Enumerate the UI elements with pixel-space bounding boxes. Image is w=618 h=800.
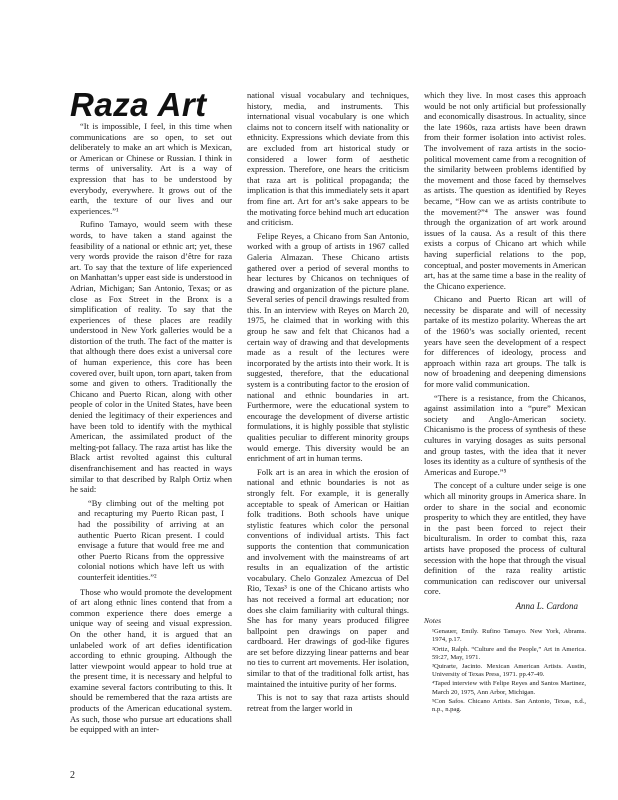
- notes-heading: Notes: [424, 615, 442, 625]
- paragraph: Folk art is an area in which the erosion of national and ethnic boundaries is not as strongly felt. For example, it is generally acceptable to speak of American or Haitian folk traditions. Both schools have unique stylistic features which color the personal conventions of individual artists. This fact supports the contention that communication and involvement with the mainstreams of art results in an equalization of the artistic vocabulary. Chelo Gonzalez Amezcua of Del Rio, Texas³ is one of the Chicano artists who has not received a formal art education; nor does she claim familiarity with cultural things. She has for many years produced filigree ballpoint pen drawings on paper and cardboard. Her drawings of god-like figures are set before dizzying linear patterns and bear no ties to current art movements. Her isolation, similar to that of the traditional folk artist, has maintained the intuitive purity of her forms.: [247, 466, 409, 689]
- footnote: ⁴Taped interview with Felipe Reyes and Santos Martinez, March 20, 1975, Ann Arbor, Michigan.: [432, 680, 586, 696]
- footnote: ⁵Con Safos. Chicano Artists. San Antonio, Texas, n.d., n.p., n.pag.: [432, 697, 586, 713]
- column-3: [424, 90, 586, 715]
- paragraph: national visual vocabulary and techniques, history, media, and instruments. This international visual vocabulary is one which claims not to concern itself with nationality or ethnicity. Expressions which deviate from this are excluded from art historical study or considered a lower form of aesthetic expression. Therefore, one hears the criticism that raza art is political propaganda; the implication is that this immediately sets it apart from fine art. Art for art’s sake appears to be the motivating force behind much art education and criticism.: [247, 90, 409, 228]
- paragraph: Rufino Tamayo, would seem with these words, to have taken a stand against the feasibility of a national or ethnic art; yet, these very words provide the raison d’être for raza art. To say that the texture of life experienced on Manhattan’s upper east side is understood in Adrian, Michigan; San Antonio, Texas; or as close as Fox Street in the Bronx is a simplification of reality. To say that the experiences of these places are readily understood in New York galleries would be a distortion of the truth. The fact of the matter is that although there does exist a universal core of human experience, this core has been covered over, built upon, torn apart, taken from some and given to others. Traditionally the Chicano and Puerto Rican, along with other people of color in the United States, have been denied the legitimacy of their experiences and have been told to identify with the mythical American, the assimilated product of the melting-pot fallacy. The raza artist has like the Black artist revolted against this cultural disenfranchisement and has reacted in ways similar to that described by Ralph Ortiz when he said:: [70, 219, 232, 495]
- paragraph: “There is a resistance, from the Chicanos, against assimilation into a “pure” Mexican society and Anglo-American society. Chicanismo is the process of synthesis of these cultures in varying dosages as suits personal and group tastes, with the idea that it never loses its identity as a culture of synthesis of the Americas and Europe.”⁵: [424, 392, 586, 477]
- paragraph: which they live. In most cases this approach would be not only artificial but professionally and economically disastrous. In actuality, since the late 1960s, raza artists have been drawn from their former isolation into activist roles. The involvement of raza artists in the socio-political movement came from a recognition of the similarity between problems identified by the movement and those faced by themselves as artists. The question as identified by Reyes became, “How can we as artists contribute to the movement?”⁴ The answer was found through the organization of art work around issues of la causa. As a result of this there exists a corpus of Chicano art which while having superficial relations to the pop, conceptual, and poster movements in American art, has at the same time a base in the reality of the Chicano experience.: [424, 90, 586, 291]
- author-signature: Anna L. Cardona: [515, 600, 578, 611]
- paragraph: This is not to say that raza artists should retreat from the larger world in: [247, 692, 409, 713]
- paragraph: “It is impossible, I feel, in this time when communications are so open, to set out deliberately to make an art which is Mexican, or American or Chinese or Russian. I think in terms of universality. Art is a way of expression that has to be understood by everybody, everywhere. It grows out of the earth, the texture of our lives and our experiences.”¹: [70, 121, 232, 216]
- article-title: Raza Art: [70, 86, 207, 123]
- paragraph: Chicano and Puerto Rican art will of necessity be disparate and will of necessity partake of its mestizo polarity. Whereas the art of the 1960’s was socially oriented, recent years have seen the development of a respect for differences of ideology, process and approach within raza art groups. The talk is now of broadening and deepening dimensions for more valid communication.: [424, 294, 586, 390]
- paragraph: Those who would promote the development of art along ethnic lines contend that from a common experience there does emerge a unique way of seeing and visual expression. On the other hand, it is argued that an unlabeled work of art defies identification according to ethnic grouping. Although the latter viewpoint would appear to hold true at the present time, it is necessary and helpful to examine several factors contributing to this. It should be remembered that the raza artists are products of the American educational system. As such, those who pursue art educations shall be equipped with an inter-: [70, 586, 232, 735]
- column-1: [70, 121, 232, 738]
- paragraph: Felipe Reyes, a Chicano from San Antonio, worked with a group of artists in 1967 called Galeria Almazan. These Chicano artists gathered over a period of several months to hear lectures by Chicanos on techniques of drawing and organization of the picture plane. Several series of pencil drawings resulted from this. In an interview with Reyes on March 20, 1975, he claimed that in working with this group he saw and felt that Chicanos had a certain way of drawing and that developments made as a result of the lectures were incorporated by the artists into their work. It is suggested, therefore, that the educational system is a contributing factor to the erosion of national and ethnic boundaries in art. Furthermore, were the educational system to encourage the development of diverse artistic formulations, it is highly possible that stylistic qualities peculiar to different minority groups would emerge. This diversity would be an enrichment of art in human terms.: [247, 230, 409, 464]
- page-number: 2: [70, 770, 75, 781]
- footnote: ¹Genauer, Emily. Rufino Tamayo. New York, Abrams. 1974, p.17.: [432, 628, 586, 644]
- footnote: ³Quirarte, Jacinto. Mexican American Artists. Austin, University of Texas Press, 1971. pp.47-49.: [432, 662, 586, 679]
- paragraph: The concept of a culture under seige is one which all minority groups in America share. In order to share in the social and economic prosperity to which they are entitled, they have in the past been forced to reject their biculturalism. In order to combat this, raza artists have proposed the process of cultural secession with the hope that through the visual definition of the raza reality artistic communication can rediscover our universal core.: [424, 480, 586, 597]
- column-2: [247, 90, 409, 716]
- footnote: ²Ortiz, Ralph. “Culture and the People,” Art in America. 59:27, May, 1971.: [432, 645, 586, 661]
- block-quote: “By climbing out of the melting pot and recapturing my Puerto Rican past, I had the possibility of arriving at an authentic Puerto Rican present. I could envisage a future that would free me and other Puerto Ricans from the oppressive colonial notions which have left us with counterfeit identities.”²: [78, 497, 224, 582]
